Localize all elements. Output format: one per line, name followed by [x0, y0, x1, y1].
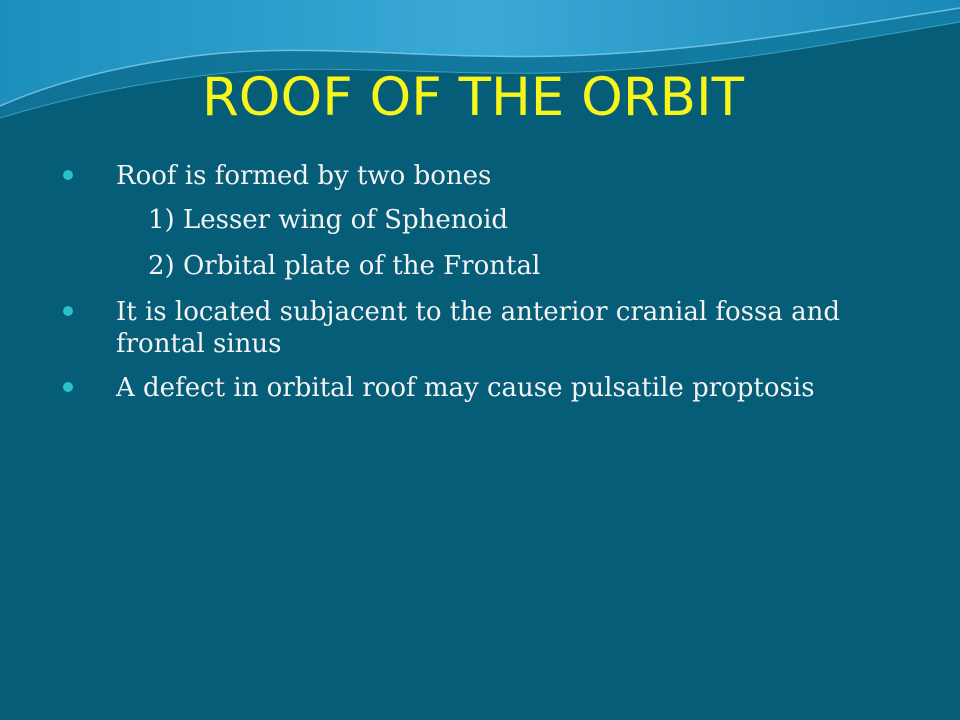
- bullet-dot-icon: [63, 382, 73, 392]
- sub-item-text: 2) Orbital plate of the Frontal: [148, 251, 541, 281]
- sub-item: [62, 250, 862, 282]
- bullet-item: [62, 372, 862, 404]
- slide-body: [62, 160, 862, 416]
- bullet-text: Roof is formed by two bones: [116, 161, 492, 191]
- bullet-text: It is located subjacent to the anterior cranial fossa and frontal sinus: [116, 297, 841, 359]
- slide-title: ROOF OF THE ORBIT: [201, 67, 745, 128]
- bullet-text: A defect in orbital roof may cause pulsatile proptosis: [116, 373, 815, 403]
- bullet-dot-icon: [63, 306, 73, 316]
- bullet-item: [62, 160, 862, 192]
- sub-item: [62, 204, 862, 236]
- bullet-dot-icon: [63, 170, 73, 180]
- bullet-item: [62, 296, 862, 360]
- sub-item-text: 1) Lesser wing of Sphenoid: [148, 205, 509, 235]
